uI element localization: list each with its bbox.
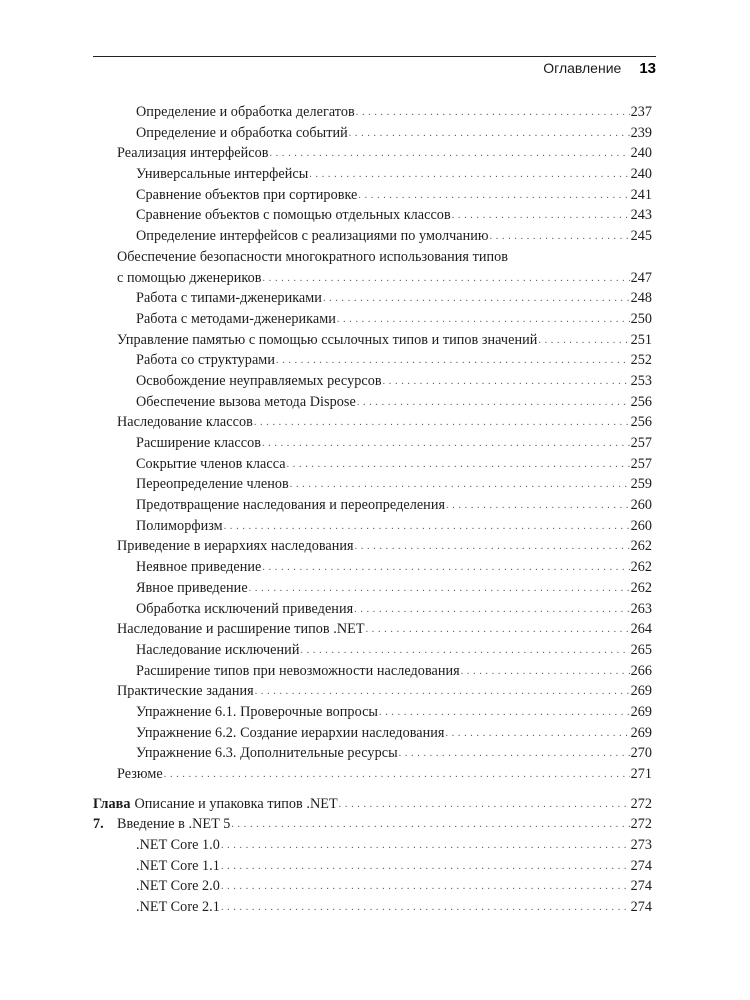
toc-entry-page: 243	[630, 207, 652, 224]
toc-entry-page: 260	[630, 497, 652, 514]
dot-leader	[249, 579, 630, 600]
toc-entry-page: 260	[630, 517, 652, 534]
toc-entry[interactable]	[93, 619, 652, 640]
toc-entry[interactable]	[93, 102, 652, 123]
dot-leader	[221, 877, 630, 898]
toc-entry-title: Определение и обработка делегатов	[136, 104, 355, 120]
toc-entry[interactable]	[93, 309, 652, 330]
dot-leader	[323, 289, 630, 310]
toc-entry[interactable]	[93, 330, 652, 351]
dot-leader	[221, 857, 630, 878]
toc-entry-page: 273	[630, 837, 652, 854]
dot-leader	[399, 744, 630, 765]
toc-entry-title: Предотвращение наследования и переопределения	[136, 497, 446, 514]
toc-entry-title: Сравнение объектов с помощью отдельных классов	[136, 207, 451, 224]
toc-entry-page: 274	[630, 899, 652, 916]
toc-entry-page: 241	[630, 186, 652, 203]
dot-leader	[221, 898, 630, 919]
toc-entry-page: 239	[630, 124, 652, 141]
toc-entry-title: Приведение в иерархиях наследования	[117, 538, 354, 555]
toc-entry[interactable]	[93, 288, 652, 309]
toc-entry[interactable]	[93, 640, 652, 661]
toc-entry[interactable]	[93, 557, 652, 578]
toc-entry-page: 262	[630, 579, 652, 596]
toc-entry-title: Неявное приведение	[136, 559, 262, 576]
toc-entry-title: Описание и упаковка типов .NET	[134, 795, 338, 812]
toc-entry-title: Универсальные интерфейсы	[136, 166, 309, 183]
toc-entry-page: 257	[630, 435, 652, 451]
toc-entry-page: 263	[630, 600, 652, 617]
toc-entry-title: Упражнение 6.2. Создание иерархии наследования	[136, 724, 445, 741]
toc-entry-page: 247	[630, 269, 652, 286]
toc-entry[interactable]	[93, 205, 652, 226]
toc-entry[interactable]	[93, 123, 652, 144]
toc-entry-title: Освобождение неуправляемых ресурсов	[136, 372, 382, 389]
dot-leader	[339, 795, 630, 816]
dot-leader	[262, 434, 630, 455]
dot-leader	[337, 310, 630, 331]
dot-leader	[276, 351, 630, 372]
toc-entry-title: Упражнение 6.3. Дополнительные ресурсы	[136, 745, 398, 762]
toc-entry-page: 272	[630, 795, 652, 812]
toc-entry[interactable]	[93, 164, 652, 185]
toc-entry[interactable]	[93, 661, 652, 682]
toc-entry[interactable]	[93, 495, 652, 516]
dot-leader	[269, 144, 629, 165]
toc-entry-title: Введение в .NET 5	[117, 816, 231, 833]
toc-entry-page: 251	[630, 331, 652, 348]
toc-entry-page: 257	[630, 455, 652, 472]
toc-entry-page: 248	[630, 290, 652, 307]
section-title: Оглавление	[543, 60, 622, 76]
toc-entry-title: Обеспечение вызова метода Dispose	[136, 393, 356, 410]
toc-entry-title: Управление памятью с помощью ссылочных типов и типов значений	[117, 331, 538, 348]
toc-entry-page: 245	[630, 228, 652, 245]
dot-leader	[461, 662, 630, 683]
toc-entry-page: 256	[630, 393, 652, 410]
toc-entry[interactable]	[93, 474, 652, 495]
toc-entry-page: 262	[630, 559, 652, 576]
toc-entry-title: Упражнение 6.1. Проверочные вопросы	[136, 703, 379, 720]
toc-entry[interactable]	[93, 599, 652, 620]
toc-entry-title: Расширение типов при невозможности наследования	[136, 662, 460, 679]
dot-leader	[309, 165, 629, 186]
toc-entry-page: 270	[630, 745, 652, 762]
toc-entry-title: Расширение классов	[136, 435, 261, 451]
toc-entry[interactable]	[93, 856, 652, 877]
dot-leader	[446, 724, 630, 745]
toc-entry-title: Сравнение объектов при сортировке	[136, 186, 358, 203]
toc-entry-page: 253	[630, 372, 652, 389]
toc-entry-page: 274	[630, 878, 652, 895]
toc-entry[interactable]	[93, 536, 652, 557]
toc-entry-title: Наследование исключений	[136, 641, 300, 658]
toc-entry[interactable]	[93, 412, 652, 433]
dot-leader	[538, 331, 629, 352]
toc-entry-title: Сокрытие членов класса	[136, 455, 286, 472]
toc-entry-title: .NET Core 2.1	[136, 899, 220, 916]
toc-entry-title: Определение и обработка событий	[136, 124, 348, 141]
toc-entry-title: Реализация интерфейсов	[117, 145, 269, 162]
toc-entry-title: Определение интерфейсов с реализациями по умолчанию	[136, 228, 489, 245]
toc-entry-title: .NET Core 2.0	[136, 878, 220, 895]
toc-entry-page: 266	[630, 662, 652, 679]
toc-entry-title: Наследование и расширение типов .NET	[117, 621, 365, 638]
toc-entry-title: с помощью дженериков	[117, 269, 262, 286]
dot-leader	[490, 227, 630, 248]
toc-entry-page: 240	[630, 145, 652, 162]
dot-leader	[221, 836, 630, 857]
toc-entry-title: .NET Core 1.0	[136, 837, 220, 854]
toc-entry[interactable]	[93, 433, 652, 454]
toc-entry[interactable]	[93, 371, 652, 392]
dot-leader	[446, 496, 630, 517]
toc-entry-page: 250	[630, 310, 652, 327]
dot-leader	[349, 124, 630, 145]
dot-leader	[290, 475, 630, 496]
table-of-contents	[93, 102, 652, 918]
toc-entry-title: Переопределение членов	[136, 476, 289, 493]
dot-leader	[357, 393, 630, 414]
toc-entry-page: 269	[630, 703, 652, 720]
toc-entry[interactable]	[93, 143, 652, 164]
toc-entry[interactable]	[93, 247, 652, 288]
dot-leader	[358, 186, 629, 207]
toc-entry-title: Обработка исключений приведения	[136, 600, 354, 617]
dot-leader	[255, 682, 630, 703]
toc-entry-page: 269	[630, 724, 652, 741]
toc-entry-title: Полиморфизм	[136, 517, 223, 534]
toc-entry-title: Работа с типами-дженериками	[136, 290, 322, 307]
dot-leader	[383, 372, 630, 393]
toc-entry[interactable]	[93, 814, 652, 835]
dot-leader	[263, 269, 630, 290]
toc-entry[interactable]	[93, 578, 652, 599]
toc-entry-page: 262	[630, 538, 652, 555]
toc-entry[interactable]	[93, 226, 652, 247]
toc-entry[interactable]	[93, 835, 652, 856]
toc-entry[interactable]	[93, 702, 652, 723]
toc-entry[interactable]	[93, 897, 652, 918]
toc-entry-page: 264	[630, 621, 652, 638]
toc-entry[interactable]	[93, 764, 652, 785]
dot-leader	[287, 455, 630, 476]
toc-entry-title-line1: Обеспечение безопасности многократного использования типов	[117, 248, 509, 265]
running-header	[93, 60, 656, 80]
dot-leader	[379, 703, 630, 724]
page-number: 13	[639, 60, 656, 77]
toc-entry-title: Работа со структурами	[136, 352, 275, 369]
toc-entry-page: 274	[630, 857, 652, 874]
dot-leader	[452, 206, 630, 227]
dot-leader	[355, 537, 630, 558]
toc-entry-title: .NET Core 1.1	[136, 857, 220, 874]
toc-entry[interactable]	[93, 516, 652, 537]
toc-entry-page: 240	[630, 166, 652, 183]
toc-entry[interactable]	[93, 723, 652, 744]
dot-leader	[366, 620, 630, 641]
toc-entry-page: 252	[630, 352, 652, 369]
toc-entry[interactable]	[93, 876, 652, 897]
toc-entry-page: 272	[630, 816, 652, 833]
toc-entry-page: 256	[630, 414, 652, 431]
toc-entry[interactable]	[93, 392, 652, 413]
toc-entry[interactable]	[93, 185, 652, 206]
toc-entry-page: 259	[630, 476, 652, 493]
dot-leader	[224, 517, 630, 538]
dot-leader	[231, 815, 629, 836]
dot-leader	[354, 600, 629, 621]
dot-leader	[254, 413, 630, 434]
toc-entry[interactable]	[93, 350, 652, 371]
toc-entry-title: Практические задания	[117, 683, 254, 700]
toc-entry-page: 269	[630, 683, 652, 700]
toc-entry-page: 265	[630, 641, 652, 658]
toc-entry-title: Наследование классов	[117, 414, 253, 431]
dot-leader	[262, 558, 629, 579]
toc-entry-page: 237	[630, 104, 652, 120]
dot-leader	[164, 765, 630, 786]
toc-entry[interactable]	[93, 681, 652, 702]
toc-entry-page: 271	[630, 766, 652, 782]
toc-entry[interactable]	[93, 454, 652, 475]
toc-entry-title: Явное приведение	[136, 579, 248, 596]
toc-entry-title: Резюме	[117, 766, 163, 782]
chapter-label: Глава 7.	[93, 795, 131, 833]
dot-leader	[356, 103, 630, 124]
dot-leader	[300, 641, 629, 662]
header-rule	[93, 56, 656, 57]
toc-entry-title: Работа с методами-дженериками	[136, 310, 336, 327]
toc-entry[interactable]	[93, 743, 652, 764]
